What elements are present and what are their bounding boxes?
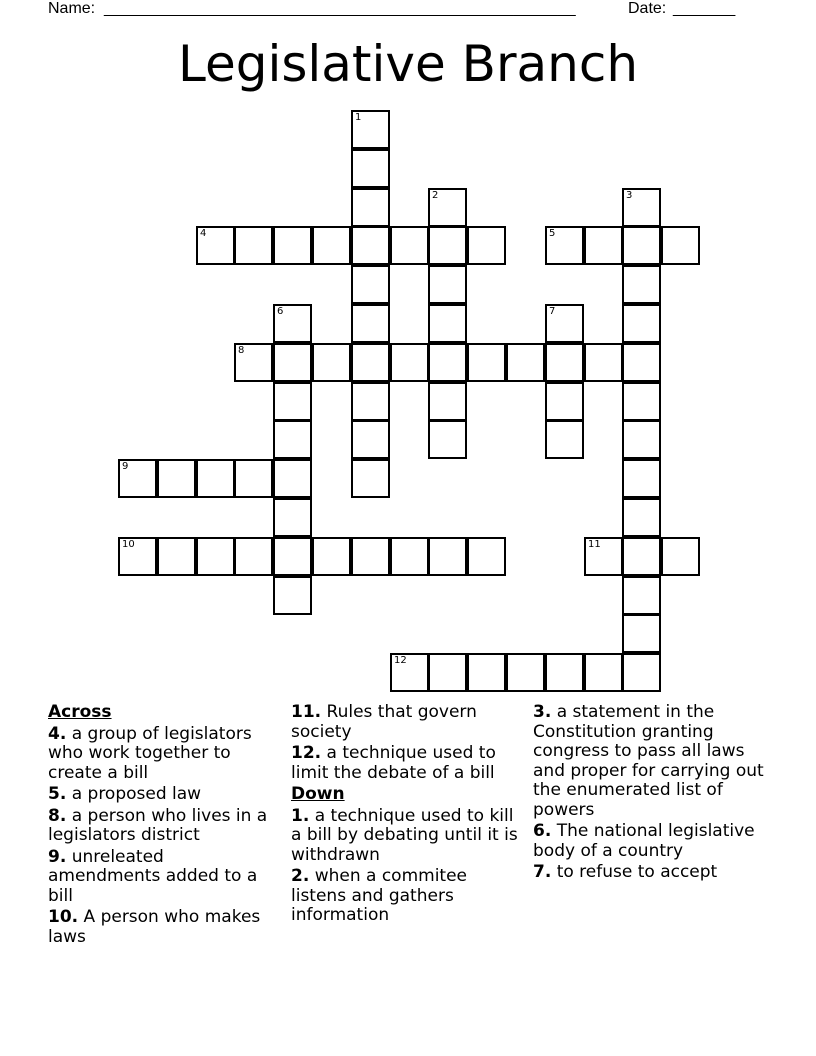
grid-cell[interactable]: [273, 459, 312, 498]
grid-cell[interactable]: [273, 537, 312, 576]
grid-cell[interactable]: [196, 459, 235, 498]
grid-cell[interactable]: [351, 149, 390, 188]
grid-cell[interactable]: [545, 653, 584, 692]
clue-across-8: 8. a person who lives in a legislators district: [48, 805, 268, 845]
grid-cell[interactable]: [118, 459, 157, 498]
grid-cell[interactable]: [506, 343, 545, 382]
grid-cell[interactable]: [622, 304, 661, 343]
grid-cell[interactable]: [506, 653, 545, 692]
grid-cell[interactable]: [428, 304, 467, 343]
clue-across-10: 10. A person who makes laws: [48, 907, 261, 947]
grid-cell[interactable]: [584, 653, 623, 692]
grid-cell[interactable]: [196, 226, 235, 265]
clues-column-1: [48, 703, 280, 949]
grid-cell[interactable]: [351, 537, 390, 576]
grid-cell[interactable]: [622, 265, 661, 304]
cell-number: 3: [626, 190, 633, 201]
grid-cell[interactable]: [622, 382, 661, 421]
grid-cell[interactable]: [622, 537, 661, 576]
grid-cell[interactable]: [351, 343, 390, 382]
grid-cell[interactable]: [545, 226, 584, 265]
clue-across-11: 11. Rules that govern society: [291, 702, 477, 742]
cell-number: 10: [122, 539, 135, 550]
cell-number: 1: [355, 112, 362, 123]
grid-cell[interactable]: [234, 459, 273, 498]
grid-cell[interactable]: [118, 537, 157, 576]
grid-cell[interactable]: [351, 459, 390, 498]
grid-cell[interactable]: [351, 304, 390, 343]
grid-cell[interactable]: [273, 226, 312, 265]
grid-cell[interactable]: [545, 382, 584, 421]
grid-cell[interactable]: [273, 343, 312, 382]
grid-cell[interactable]: [234, 537, 273, 576]
grid-cell[interactable]: [196, 537, 235, 576]
grid-cell[interactable]: [351, 226, 390, 265]
grid-cell[interactable]: [622, 420, 661, 459]
cell-number: 8: [238, 345, 245, 356]
grid-cell[interactable]: [622, 459, 661, 498]
clue-across-5: 5. a proposed law: [48, 784, 202, 804]
grid-cell[interactable]: [622, 576, 661, 615]
grid-cell[interactable]: [273, 498, 312, 537]
name-label: Name:: [48, 0, 96, 17]
clue-across-4: 4. a group of legislators who work together to create a bill: [48, 723, 252, 783]
grid-cell[interactable]: [545, 304, 584, 343]
grid-cell[interactable]: [351, 188, 390, 227]
grid-cell[interactable]: [312, 343, 351, 382]
grid-cell[interactable]: [428, 188, 467, 227]
grid-cell[interactable]: [622, 343, 661, 382]
grid-cell[interactable]: [428, 653, 467, 692]
clue-down-7: 7. to refuse to accept: [533, 862, 718, 882]
date-field[interactable]: _______: [673, 0, 736, 17]
grid-cell[interactable]: [622, 226, 661, 265]
grid-cell[interactable]: [545, 420, 584, 459]
name-field[interactable]: _____________________________________________________: [104, 0, 576, 17]
grid-cell[interactable]: [157, 459, 196, 498]
cell-number: 6: [277, 306, 284, 317]
date-label: Date:: [628, 0, 667, 17]
cell-number: 7: [549, 306, 556, 317]
clues-column-2: [291, 703, 523, 928]
grid-cell[interactable]: [428, 265, 467, 304]
clue-across-9: 9. unreleated amendments added to a bill: [48, 846, 258, 906]
grid-cell[interactable]: [273, 576, 312, 615]
grid-cell[interactable]: [584, 537, 623, 576]
clue-down-6: 6. The national legislative body of a country: [533, 821, 755, 861]
grid-cell[interactable]: [312, 226, 351, 265]
cell-number: 5: [549, 228, 556, 239]
grid-cell[interactable]: [428, 226, 467, 265]
grid-cell[interactable]: [428, 343, 467, 382]
grid-cell[interactable]: [351, 382, 390, 421]
grid-cell[interactable]: [661, 226, 700, 265]
cell-number: 2: [432, 190, 439, 201]
cell-number: 4: [200, 228, 207, 239]
grid-cell[interactable]: [428, 382, 467, 421]
clue-down-2: 2. when a commitee listens and gathers information: [291, 866, 468, 925]
clues-column-3: [533, 703, 765, 885]
grid-cell[interactable]: [351, 265, 390, 304]
page-title: Legislative Branch: [177, 35, 639, 93]
grid-cell[interactable]: [428, 537, 467, 576]
grid-cell[interactable]: [467, 537, 506, 576]
clue-down-3: 3. a statement in the Constitution granting congress to pass all laws and proper for carrying out the enumerated list of powers: [533, 702, 764, 820]
grid-cell[interactable]: [234, 343, 273, 382]
grid-cell[interactable]: [467, 343, 506, 382]
grid-cell[interactable]: [622, 498, 661, 537]
clue-down-1: 1. a technique used to kill a bill by debating until it is withdrawn: [291, 805, 518, 865]
grid-cell[interactable]: [390, 226, 429, 265]
grid-cell[interactable]: [273, 420, 312, 459]
down-heading: Down: [291, 784, 345, 804]
grid-cell[interactable]: [467, 226, 506, 265]
grid-cell[interactable]: [622, 188, 661, 227]
grid-cell[interactable]: [584, 343, 623, 382]
grid-cell[interactable]: [273, 382, 312, 421]
grid-cell[interactable]: [584, 226, 623, 265]
grid-cell[interactable]: [234, 226, 273, 265]
grid-cell[interactable]: [390, 537, 429, 576]
grid-cell[interactable]: [157, 537, 196, 576]
grid-cell[interactable]: [390, 653, 429, 692]
grid-cell[interactable]: [390, 343, 429, 382]
grid-cell[interactable]: [622, 653, 661, 692]
cell-number: 12: [394, 655, 407, 666]
grid-cell[interactable]: [312, 537, 351, 576]
grid-cell[interactable]: [467, 653, 506, 692]
grid-cell[interactable]: [351, 110, 390, 149]
grid-cell[interactable]: [428, 420, 467, 459]
grid-cell[interactable]: [545, 343, 584, 382]
cell-number: 11: [588, 539, 601, 550]
clue-across-12: 12. a technique used to limit the debate of a bill: [291, 743, 496, 783]
across-heading: Across: [48, 702, 112, 722]
cell-number: 9: [122, 461, 129, 472]
grid-cell[interactable]: [351, 420, 390, 459]
grid-cell[interactable]: [622, 614, 661, 653]
grid-cell[interactable]: [661, 537, 700, 576]
grid-cell[interactable]: [273, 304, 312, 343]
